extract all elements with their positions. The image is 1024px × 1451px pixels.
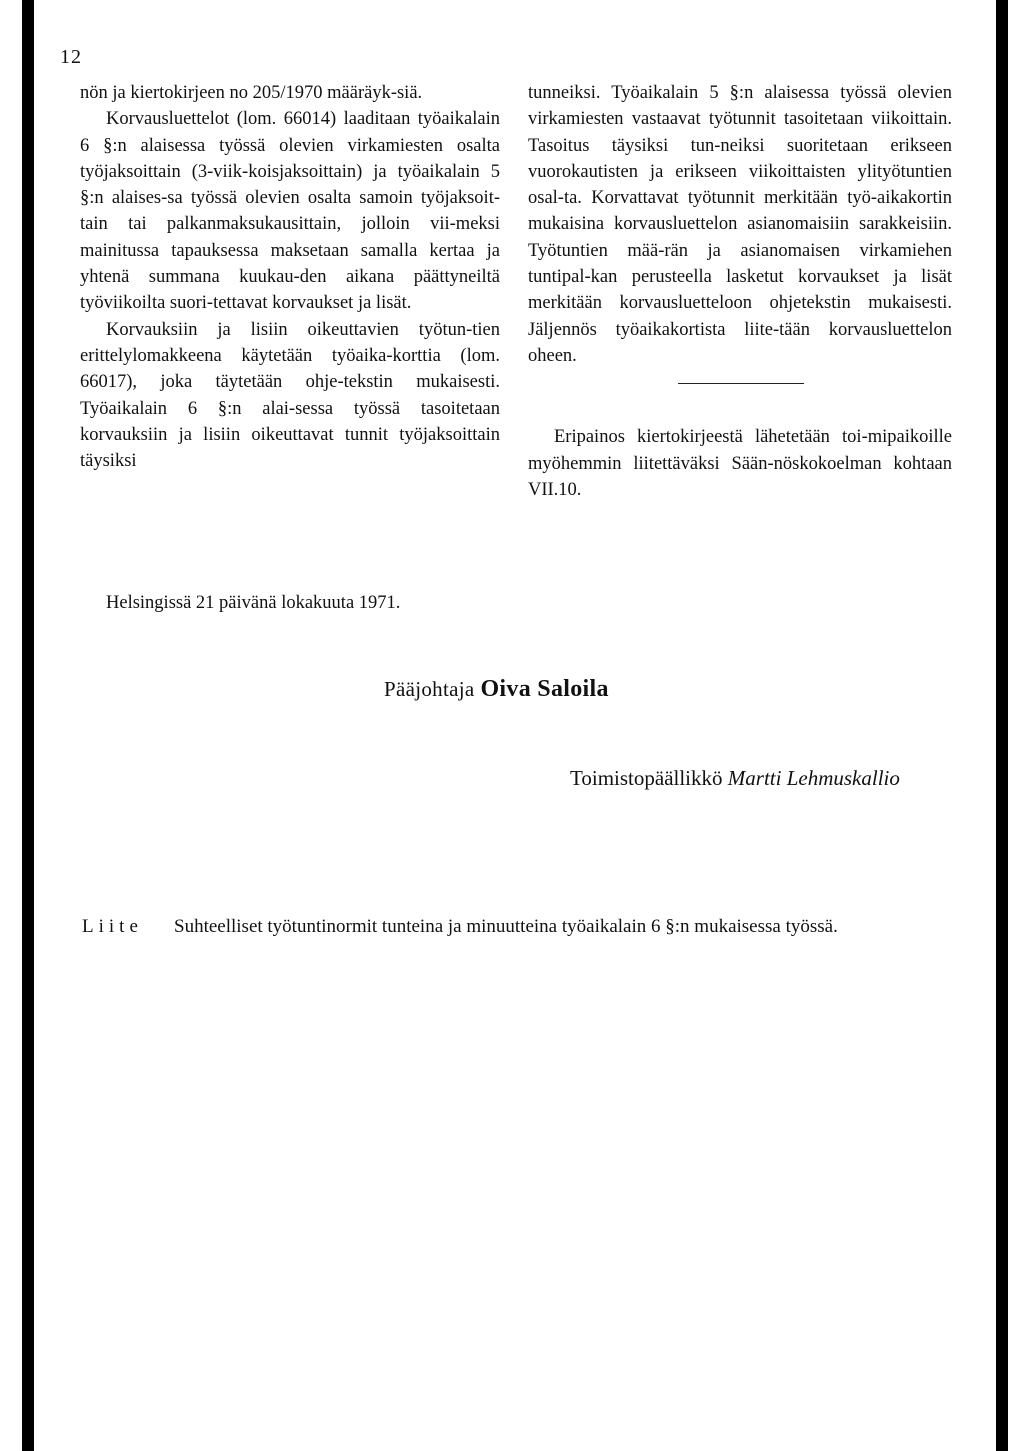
right-border-bar: [996, 0, 1008, 1451]
right-paragraph-2: Eripainos kiertokirjeestä lähetetään toi-mipaikoille myöhemmin liitettäväksi Sään-nöskokoelman kohtaan VII.10.: [528, 427, 952, 500]
main-signer-name: Oiva Saloila: [480, 676, 609, 702]
section-divider: [678, 383, 804, 384]
attachment-note: [82, 914, 962, 940]
right-column: [528, 80, 952, 503]
main-signature: [384, 676, 609, 703]
left-paragraph-2: Korvausluettelot (lom. 66014) laaditaan työaikalain 6 §:n alaisessa työssä olevien virkamiesten osalta työjaksoittain (3-viik-koisjaksoittain) ja työaikalain 5 §:n alaises-sa työssä olevien osalta samoin työjaksoit-tain tai palkanmaksukausittain, jolloin vii-meksi mainitussa tapauksessa maksetaan samalla kertaa ja yhtenä summana kuukau-den aikana päättyneiltä työviikoilta suori-tettavat korvaukset ja lisät.: [80, 109, 500, 314]
right-paragraph-1: tunneiksi. Työaikalain 5 §:n alaisessa työssä olevien virkamiesten vastaavat työtunnit tasoitetaan viikoittain. Tasoitus täysiksi tun-neiksi suoritetaan erikseen vuorokautisten ja erikseen viikoittaisten ylityötuntien osal-ta. Korvattavat työtunnit merkitään työ-aikakortin mukaisina korvausluettelon asianomaisiin sarakkeisiin. Työtuntien mää-rän ja asianomaisen virkamiehen tuntipal-kan perusteella lasketut korvaukset ja lisät merkitään korvausluetteloon ohjetekstin mukaisesti. Jäljennös työaikakortista liite-tään korvausluettelon oheen.: [528, 83, 952, 366]
left-border-bar: [22, 0, 34, 1451]
left-paragraph-3: Korvauksiin ja lisiin oikeuttavien työtun-tien erittelylomakkeena käytetään työaika-korttia (lom. 66017), joka täytetään ohje-tekstin mukaisesti. Työaikalain 6 §:n alai-sessa työssä tasoitetaan korvauksiin ja lisiin oikeuttavat tunnit työjaksoittain täysiksi: [80, 319, 500, 472]
attachment-text: Suhteelliset työtuntinormit tunteina ja minuutteina työaikalain 6 §:n mukaisessa työssä.: [174, 916, 838, 937]
second-signer-name: Martti Lehmuskallio: [727, 766, 900, 790]
attachment-label: Liite: [82, 916, 143, 937]
left-paragraph-1: nön ja kiertokirjeen no 205/1970 määräyk-siä.: [80, 83, 423, 103]
page-number: 12: [60, 46, 82, 68]
second-signer-role: Toimistopäällikkö: [570, 766, 723, 790]
date-line: Helsingissä 21 päivänä lokakuuta 1971.: [106, 593, 401, 613]
left-column: [80, 80, 500, 474]
second-signature: [570, 766, 900, 791]
main-signer-role: Pääjohtaja: [384, 677, 475, 701]
